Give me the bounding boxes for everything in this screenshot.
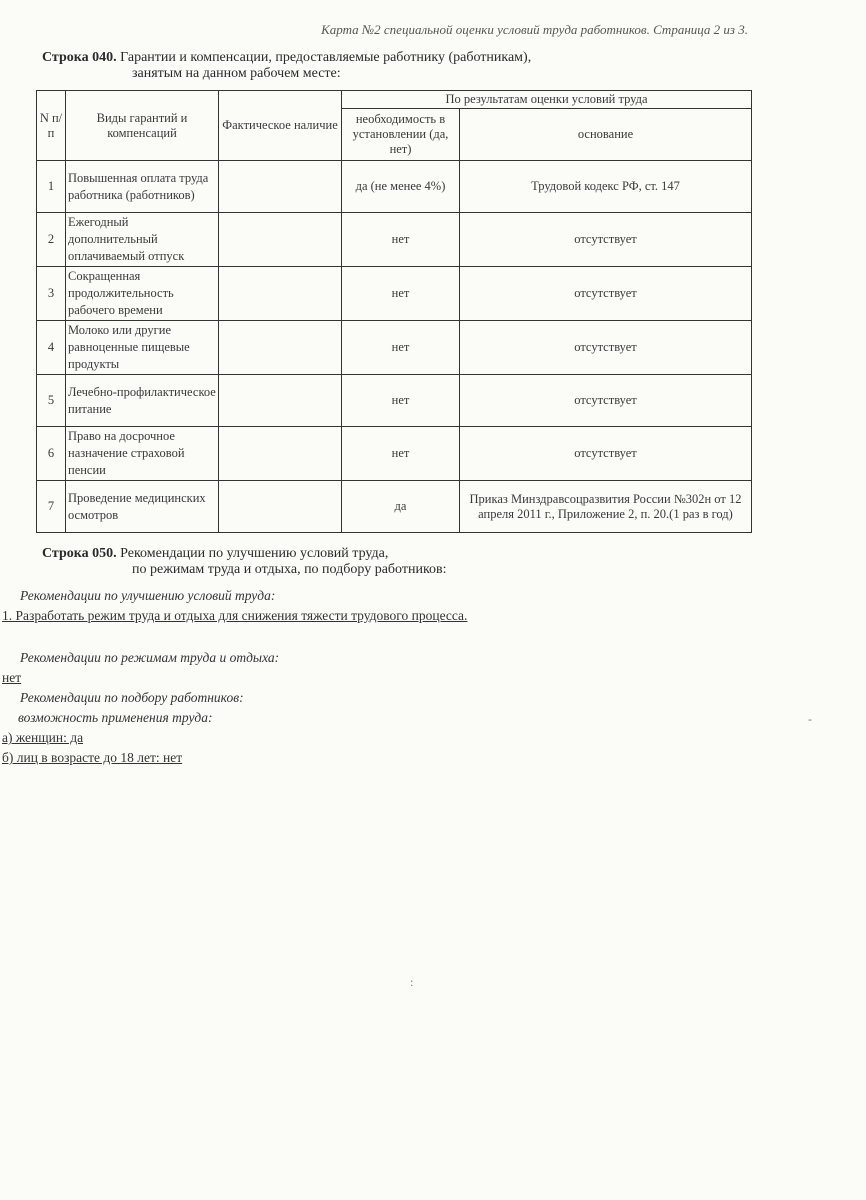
row-fact xyxy=(219,213,342,267)
column-header-kind: Виды гарантий и компенсаций xyxy=(66,91,219,161)
row-num: 5 xyxy=(37,375,66,427)
row-kind: Право на досрочное назначение страховой пенсии xyxy=(66,427,219,481)
row-kind: Проведение медицинских осмотров xyxy=(66,481,219,533)
row-basis: отсутствует xyxy=(460,375,752,427)
row-kind: Сокращенная продолжительность рабочего времени xyxy=(66,267,219,321)
row-need: нет xyxy=(342,267,460,321)
row-basis: Трудовой кодекс РФ, ст. 147 xyxy=(460,161,752,213)
row-fact xyxy=(219,481,342,533)
row-num: 7 xyxy=(37,481,66,533)
section-040-title xyxy=(42,50,531,82)
table-row xyxy=(37,161,752,213)
improvement-heading: Рекомендации по улучшению условий труда: xyxy=(20,588,276,603)
section-050-title xyxy=(42,546,447,578)
row-num: 4 xyxy=(37,321,66,375)
row-fact xyxy=(219,267,342,321)
section-050-text-line2: по режимам труда и отдыха, по подбору работников: xyxy=(132,562,447,577)
row-need: нет xyxy=(342,213,460,267)
row-basis: отсутствует xyxy=(460,267,752,321)
row-need: нет xyxy=(342,427,460,481)
regime-value: нет xyxy=(2,670,22,685)
section-050-text-line1: Рекомендации по улучшению условий труда, xyxy=(120,546,389,561)
table-row xyxy=(37,213,752,267)
row-need: нет xyxy=(342,375,460,427)
column-header-group: По результатам оценки условий труда xyxy=(342,91,752,109)
row-fact xyxy=(219,161,342,213)
row-need: нет xyxy=(342,321,460,375)
recommendations-block xyxy=(0,588,866,770)
row-basis: Приказ Минздравсоцразвития России №302н от 12 апреля 2011 г., Приложение 2, п. 20.(1 раз в год) xyxy=(460,481,752,533)
row-fact xyxy=(219,321,342,375)
row-basis: отсутствует xyxy=(460,427,752,481)
column-header-need: необходимость в установлении (да, нет) xyxy=(342,109,460,161)
scan-artifact: - xyxy=(808,712,812,726)
table-row xyxy=(37,427,752,481)
row-need: да xyxy=(342,481,460,533)
row-kind: Молоко или другие равноценные пищевые продукты xyxy=(66,321,219,375)
selection-heading: Рекомендации по подбору работников: xyxy=(20,690,244,705)
row-num: 1 xyxy=(37,161,66,213)
row-basis: отсутствует xyxy=(460,321,752,375)
section-040-code: Строка 040. xyxy=(42,50,117,65)
row-basis: отсутствует xyxy=(460,213,752,267)
table-row xyxy=(37,321,752,375)
guarantees-table xyxy=(36,90,752,533)
row-num: 2 xyxy=(37,213,66,267)
page-header: Карта №2 специальной оценки условий труда работников. Страница 2 из 3. xyxy=(321,22,748,37)
row-kind: Ежегодный дополнительный оплачиваемый отпуск xyxy=(66,213,219,267)
row-num: 3 xyxy=(37,267,66,321)
row-num: 6 xyxy=(37,427,66,481)
improvement-value: 1. Разработать режим труда и отдыха для снижения тяжести трудового процесса. xyxy=(2,608,468,623)
scan-artifact: : xyxy=(410,975,414,989)
minors-value: б) лиц в возрасте до 18 лет: нет xyxy=(2,750,183,765)
table-row xyxy=(37,267,752,321)
row-kind: Лечебно-профилактическое питание xyxy=(66,375,219,427)
row-kind: Повышенная оплата труда работника (работников) xyxy=(66,161,219,213)
regime-heading: Рекомендации по режимам труда и отдыха: xyxy=(20,650,280,665)
row-fact xyxy=(219,427,342,481)
row-fact xyxy=(219,375,342,427)
section-040-text-line1: Гарантии и компенсации, предоставляемые работнику (работникам), xyxy=(120,50,532,65)
table-row xyxy=(37,481,752,533)
column-header-basis: основание xyxy=(460,109,752,161)
women-value: а) женщин: да xyxy=(2,730,84,745)
column-header-fact: Фактическое наличие xyxy=(219,91,342,161)
table-row xyxy=(37,375,752,427)
section-050-code: Строка 050. xyxy=(42,546,117,561)
possibility-heading: возможность применения труда: xyxy=(18,710,213,725)
row-need: да (не менее 4%) xyxy=(342,161,460,213)
column-header-num: N п/п xyxy=(37,91,66,161)
section-040-text-line2: занятым на данном рабочем месте: xyxy=(132,66,341,81)
